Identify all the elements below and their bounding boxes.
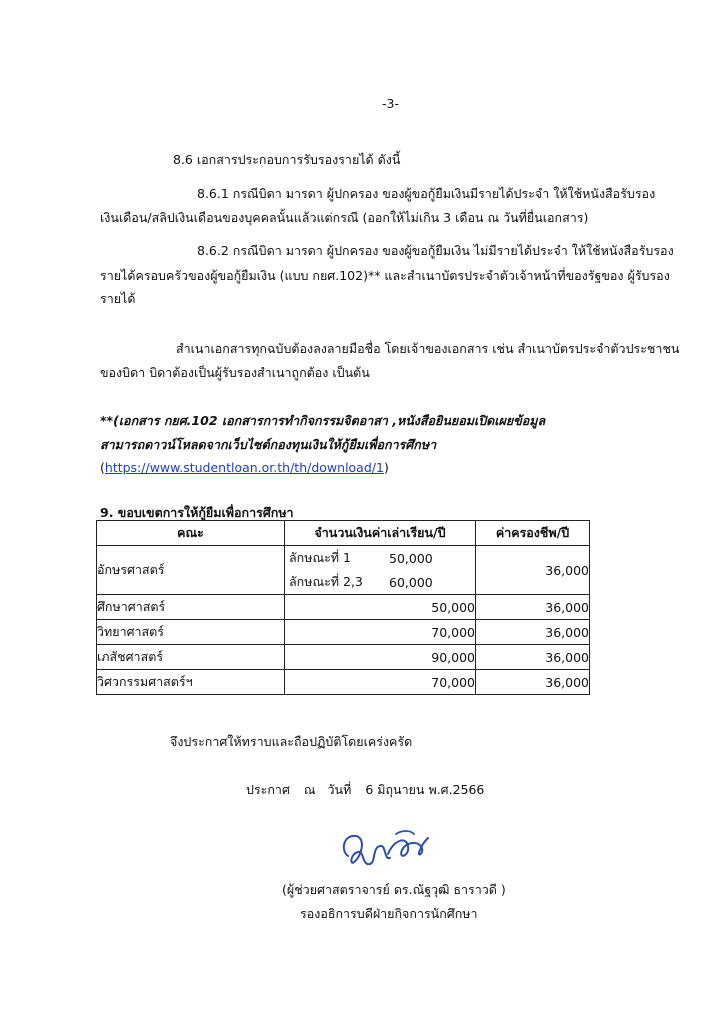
section-9-heading: 9. ขอบเขตการให้กู้ยืมเพื่อการศึกษา	[100, 505, 294, 520]
tuition-value: 60,000	[389, 574, 433, 590]
table-header-row	[97, 521, 590, 546]
signatory-name: (ผู้ช่วยศาสตราจารย์ ดร.ณัฐวุฒิ ธาราวดี )	[282, 882, 506, 897]
column-header-living: ค่าครองชีพ/ปี	[476, 521, 590, 546]
living-cost-cell: 36,000	[476, 645, 590, 670]
tuition-subline	[285, 546, 475, 570]
copy-note-line2: ของบิดา บิดาต้องเป็นผู้รับรองสำเนาถูกต้อง เป็นต้น	[100, 365, 370, 380]
signature	[336, 826, 432, 876]
tuition-cell	[285, 546, 476, 595]
table-row	[97, 620, 590, 645]
footnote-line1: **(เอกสาร กยศ.102 เอกสารการทำกิจกรรมจิตอาสา ,หนังสือยินยอมเปิดเผยข้อมูล	[100, 413, 546, 428]
item-8-6-2-line1: 8.6.2 กรณีบิดา มารดา ผู้ปกครอง ของผู้ขอกู้ยืมเงิน ไม่มีรายได้ประจำ ให้ใช้หนังสือรับรอง	[197, 243, 674, 258]
faculty-cell: วิทยาศาสตร์	[97, 620, 285, 645]
announcement-text: จึงประกาศให้ทราบและถือปฏิบัติโดยเคร่งครัด	[170, 734, 413, 749]
faculty-cell: อักษรศาสตร์	[97, 546, 285, 595]
column-header-faculty: คณะ	[97, 521, 285, 546]
download-link[interactable]: https://www.studentloan.or.th/th/download/1	[104, 460, 384, 475]
tuition-value: 50,000	[389, 550, 433, 566]
table-row	[97, 546, 590, 595]
living-cost-cell: 36,000	[476, 670, 590, 695]
faculty-cell: วิศวกรรมศาสตร์ฯ	[97, 670, 285, 695]
table-row	[97, 595, 590, 620]
section-8-6-heading: 8.6 เอกสารประกอบการรับรองรายได้ ดังนี้	[173, 152, 401, 167]
day-label: วันที่	[327, 782, 352, 797]
link-close-paren: )	[383, 460, 389, 475]
living-cost-cell: 36,000	[476, 546, 590, 595]
tuition-cell: 50,000	[285, 595, 476, 620]
item-8-6-2-line2: รายได้ครอบครัวของผู้ขอกู้ยืมเงิน (แบบ กยศ.102)** และสำเนาบัตรประจำตัวเจ้าหน้าที่ของรัฐของ ผู้รับรอง	[100, 268, 670, 283]
table-row	[97, 670, 590, 695]
date-line	[246, 781, 484, 798]
page-number: -3-	[382, 96, 399, 111]
faculty-cell: เภสัชศาสตร์	[97, 645, 285, 670]
tuition-cell: 90,000	[285, 645, 476, 670]
link-open-paren: (	[100, 460, 105, 475]
signatory-position: รองอธิการบดีฝ่ายกิจการนักศึกษา	[300, 906, 478, 921]
footnote-line2: สามารถดาวน์โหลดจากเว็บไซต์กองทุนเงินให้กู้ยืมเพื่อการศึกษา	[100, 437, 437, 452]
tuition-type-label: ลักษณะที่ 1	[289, 550, 351, 565]
copy-note-line1: สำเนาเอกสารทุกฉบับต้องลงลายมือชื่อ โดยเจ้าของเอกสาร เช่น สำเนาบัตรประจำตัวประชาชน	[176, 341, 680, 356]
loan-scope-table	[96, 520, 590, 695]
table-row	[97, 645, 590, 670]
handwritten-signature-icon	[336, 826, 432, 872]
item-8-6-1-line1: 8.6.1 กรณีบิดา มารดา ผู้ปกครอง ของผู้ขอกู้ยืมเงินมีรายได้ประจำ ให้ใช้หนังสือรับรอง	[197, 186, 656, 201]
at-word: ณ	[303, 782, 316, 797]
faculty-cell: ศึกษาศาสตร์	[97, 595, 285, 620]
tuition-type-label: ลักษณะที่ 2,3	[289, 574, 363, 589]
tuition-cell: 70,000	[285, 670, 476, 695]
living-cost-cell: 36,000	[476, 620, 590, 645]
item-8-6-1-line2: เงินเดือน/สลิปเงินเดือนของบุคคลนั้นแล้วแต่กรณี (ออกให้ไม่เกิน 3 เดือน ณ วันที่ยื่นเอกสาร)	[100, 210, 589, 225]
tuition-subline	[285, 570, 475, 594]
announce-prefix: ประกาศ	[246, 782, 290, 797]
announce-date: 6 มิถุนายน พ.ศ.2566	[365, 782, 485, 797]
tuition-cell: 70,000	[285, 620, 476, 645]
item-8-6-2-line3: รายได้	[100, 291, 136, 306]
column-header-tuition: จำนวนเงินค่าเล่าเรียน/ปี	[285, 521, 476, 546]
living-cost-cell: 36,000	[476, 595, 590, 620]
footnote-link-line	[100, 459, 389, 476]
